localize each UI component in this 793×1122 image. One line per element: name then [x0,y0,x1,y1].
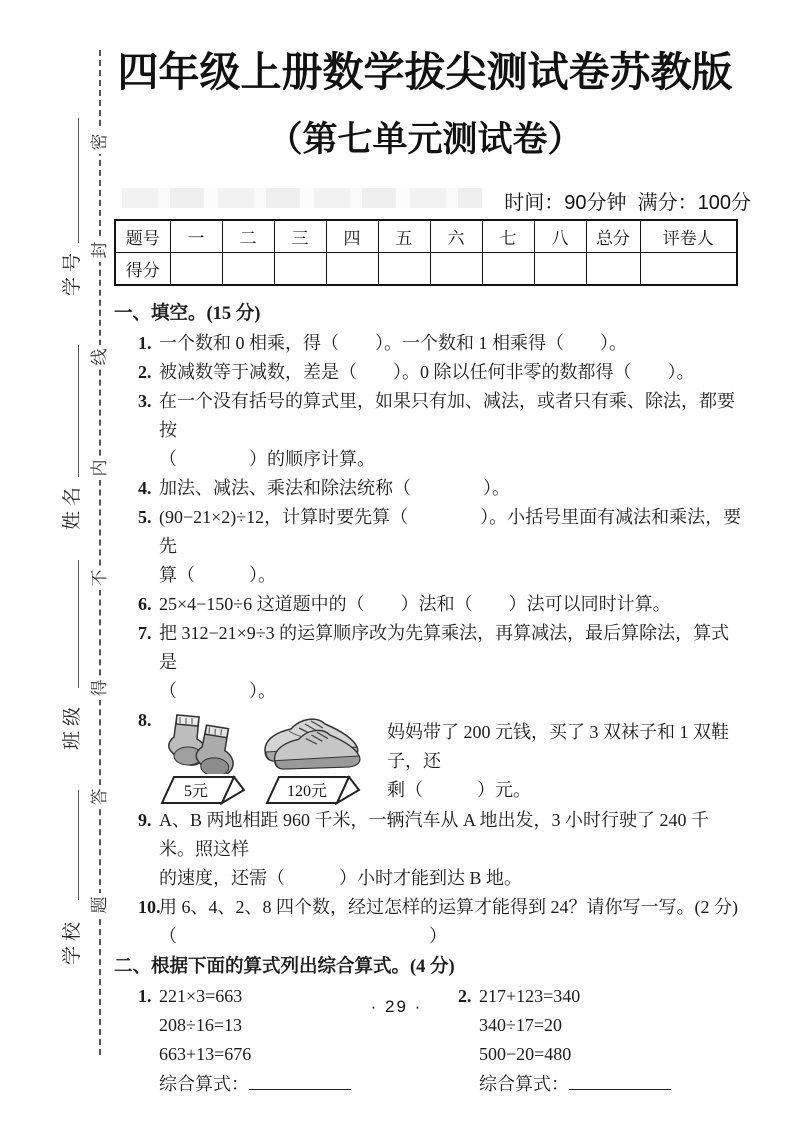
question-line: 剩（ ）元。 [387,780,531,800]
question-line: 算（ ）。 [159,565,276,585]
seal-field-line [78,560,79,688]
question-number: 4. [138,478,152,498]
question-line: A、B 两地相距 960 千米，一辆汽车从 A 地出发，3 小时行驶了 240 千米。照这样 [159,810,710,859]
score-cell-empty [482,253,534,286]
equation-line: 500−20=480 [479,1044,572,1064]
question-line: 用 6、4、2、8 四个数，经过怎样的运算才能得到 24？请你写一写。(2 分) [159,897,738,917]
seal-char: 得 [88,676,112,700]
question-line: 的速度，还需（ ）小时才能到达 B 地。 [159,868,523,888]
score-cell-empty [378,253,430,286]
score-table-header-cell: 三 [274,220,326,253]
seal-field-line [78,790,79,900]
score-table-header-cell: 五 [378,220,430,253]
section1-heading: 一、填空。(15 分) [114,304,261,324]
question-number: 10. [138,897,161,917]
seal-field-line [78,118,79,243]
socks-illustration [159,710,247,774]
shoes-price: 120元 [286,783,328,800]
seal-char: 不 [88,566,112,590]
seal-field-label: 学校 [62,917,83,966]
question-number: 3. [138,391,152,411]
score-table-header-cell: 四 [326,220,378,253]
question-number: 8. [138,710,152,730]
socks-price-tag [160,775,246,805]
question-line: （ ） [159,926,447,946]
seal-char: 答 [88,785,112,809]
socks-item [159,710,247,805]
question-line: 把 312−21×9÷3 的运算顺序改为先算乘法，再算减法，最后算除法，算式是 [159,623,730,672]
question [114,619,744,706]
seal-field-label: 姓名 [62,482,83,531]
questions-9-10 [114,806,744,951]
answer-blank-line [249,1069,351,1090]
score-cell-empty [274,253,326,286]
equation-text: 217+123=340 [479,986,581,1006]
question-number: 1. [138,333,152,353]
score-cell-empty [534,253,586,286]
score-row-label: 得分 [115,253,170,286]
score-table-header-cell: 七 [482,220,534,253]
score-table-header-cell: 评卷人 [640,220,737,253]
section-2 [114,953,744,1099]
question-8-illustrations [159,706,387,805]
question-line: （ ）的顺序计算。 [159,449,375,469]
question [114,503,744,590]
score-table-header-cell: 一 [170,220,222,253]
answer-label: 综合算式： [159,1074,249,1094]
question-line: 被减数等于减数，差是（ ）。0 除以任何非零的数都得（ ）。 [159,362,695,382]
question-line: 在一个没有括号的算式里，如果只有加、减法，或者只有乘、除法，都要按 [159,391,735,440]
question-line: 加法、减法、乘法和除法统称（ ）。 [159,478,510,498]
seal-field-label: 学号 [62,248,83,297]
question-line: （ ）。 [159,681,276,701]
shoes-illustration [259,710,367,774]
score-cell-empty [222,253,274,286]
seal-field-line [78,345,79,477]
section2-heading: 二、根据下面的算式列出综合算式。(4 分) [114,957,455,977]
shoes-price-tag [265,775,361,805]
score-table-header-cell: 总分 [586,220,640,253]
question [114,806,744,893]
question-line: 一个数和 0 相乘，得（ ）。一个数和 1 相乘得（ ）。 [159,333,627,353]
question-number: 5. [138,507,152,527]
socks-price: 5元 [183,783,209,800]
equation-line: 663+13=676 [159,1044,252,1064]
paper-title: 四年级上册数学拔尖测试卷苏教版 [117,49,733,95]
score-table-score-row [115,253,737,286]
question-number: 9. [138,810,152,830]
problem-number: 1. [138,986,152,1006]
equation-text: 221×3=663 [159,986,243,1006]
seal-char: 线 [88,345,112,369]
answer-blank-line [569,1069,671,1090]
seal-field-label: 班级 [62,702,83,751]
page-number: · 29 · [370,997,423,1016]
problem-number: 2. [458,986,472,1006]
questions-1-7 [114,329,744,706]
question-line: 妈妈带了 200 元钱，买了 3 双袜子和 1 双鞋子，还 [387,722,729,771]
shoes-item [259,710,367,805]
score-cell-empty [586,253,640,286]
score-table-header-cell: 二 [222,220,274,253]
paper-subtitle: （第七单元测试卷） [267,120,583,159]
answer-label: 综合算式： [479,1074,569,1094]
question [114,358,744,387]
score-cell-empty [430,253,482,286]
question-number: 7. [138,623,152,643]
equation-line: 340÷17=20 [479,1015,563,1035]
paper-content [114,300,744,1099]
score-cell-empty [640,253,737,286]
seal-char: 题 [88,893,112,917]
score-cell-empty [170,253,222,286]
answer-row [458,1069,744,1099]
question [114,387,744,474]
score-table-header-row [115,220,737,253]
question-number: 6. [138,594,152,614]
score-table-header-cell: 题号 [115,220,170,253]
question-line: 25×4−150÷6 这道题中的（ ）法和（ ）法可以同时计算。 [159,594,671,614]
question-8-text [387,706,744,805]
question-number: 2. [138,362,152,382]
score-table [114,219,738,286]
scan-artifact [122,188,482,208]
question-line: (90−21×2)÷12，计算时要先算（ ）。小括号里面有减法和乘法，要先 [159,507,742,556]
question [114,474,744,503]
score-table-header-cell: 八 [534,220,586,253]
answer-row [138,1069,458,1099]
seal-char: 封 [88,238,112,262]
question [114,590,744,619]
question-8 [114,706,744,806]
question [114,893,744,951]
seal-char: 内 [88,456,112,480]
question [114,329,744,358]
time-score-meta: 时间：90分钟 满分：100分 [504,192,751,214]
score-table-header-cell: 六 [430,220,482,253]
seal-char: 密 [88,130,112,154]
score-cell-empty [326,253,378,286]
equation-line: 208÷16=13 [159,1015,243,1035]
